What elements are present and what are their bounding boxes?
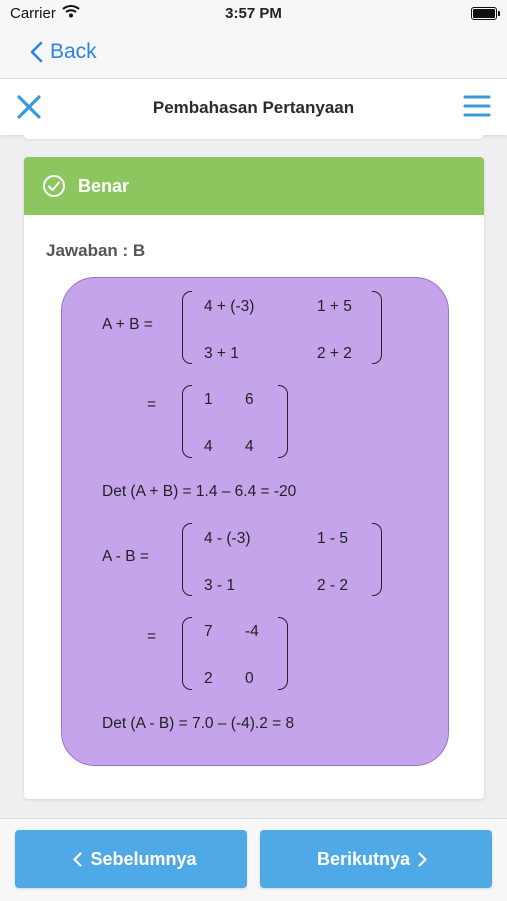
hamburger-menu-icon[interactable] xyxy=(463,94,491,123)
det-sum: Det (A + B) = 1.4 – 6.4 = -20 xyxy=(102,483,297,500)
left-bracket xyxy=(182,617,192,690)
battery-icon xyxy=(471,7,497,20)
next-button[interactable] xyxy=(260,830,492,888)
next-label: Berikutnya xyxy=(316,848,411,869)
right-bracket xyxy=(372,291,382,364)
clock: 3:57 PM xyxy=(225,5,282,22)
result-status: Benar xyxy=(78,175,130,196)
previous-label: Sebelumnya xyxy=(90,848,197,869)
matrix-cell: 1 - 5 xyxy=(317,530,349,547)
explanation-card xyxy=(24,157,484,799)
matrix-cell: 1 + 5 xyxy=(317,298,352,315)
left-bracket xyxy=(182,385,192,458)
right-bracket xyxy=(278,617,288,690)
matrix-cell: -4 xyxy=(245,623,259,640)
back-bar xyxy=(0,30,507,79)
result-header xyxy=(24,157,484,215)
previous-button[interactable] xyxy=(15,830,247,888)
equals-sign: = xyxy=(147,396,157,413)
matrix-cell: 6 xyxy=(245,391,254,408)
right-bracket xyxy=(278,385,288,458)
matrix-cell: 4 - (-3) xyxy=(204,530,251,547)
matrix-cell: 3 - 1 xyxy=(204,577,236,594)
chevron-left-icon xyxy=(30,41,43,63)
matrix-cell: 7 xyxy=(204,623,213,640)
equals-sign: = xyxy=(147,628,157,645)
nav-bar xyxy=(0,79,507,135)
sum-label: A + B = xyxy=(102,316,153,333)
carrier-label: Carrier xyxy=(10,5,56,22)
sum-result-matrix xyxy=(182,385,288,458)
diff-matrix xyxy=(182,523,382,596)
matrix-cell: 3 + 1 xyxy=(204,345,239,362)
previous-card-edge xyxy=(24,135,483,139)
back-label: Back xyxy=(50,40,97,63)
matrix-cell: 4 xyxy=(245,438,254,455)
matrix-cell: 2 xyxy=(204,670,213,687)
matrix-cell: 2 - 2 xyxy=(317,577,349,594)
solution-box xyxy=(61,277,449,766)
check-circle-icon xyxy=(42,174,66,198)
answer-label: Jawaban : B xyxy=(46,241,146,260)
sum-matrix xyxy=(182,291,382,364)
left-bracket xyxy=(182,291,192,364)
chevron-left-icon xyxy=(73,852,82,867)
matrix-cell: 4 + (-3) xyxy=(204,298,255,315)
matrix-cell: 4 xyxy=(204,438,213,455)
bottom-navigation xyxy=(0,818,507,901)
det-diff: Det (A - B) = 7.0 – (-4).2 = 8 xyxy=(102,715,295,732)
right-bracket xyxy=(372,523,382,596)
left-bracket xyxy=(182,523,192,596)
status-bar xyxy=(0,0,507,30)
diff-result-matrix xyxy=(182,617,288,690)
chevron-right-icon xyxy=(418,852,427,867)
diff-label: A - B = xyxy=(102,548,149,565)
back-button[interactable] xyxy=(30,40,97,64)
page-title: Pembahasan Pertanyaan xyxy=(152,98,355,117)
matrix-cell: 2 + 2 xyxy=(317,345,352,362)
matrix-cell: 1 xyxy=(204,391,213,408)
matrix-cell: 0 xyxy=(245,670,254,687)
